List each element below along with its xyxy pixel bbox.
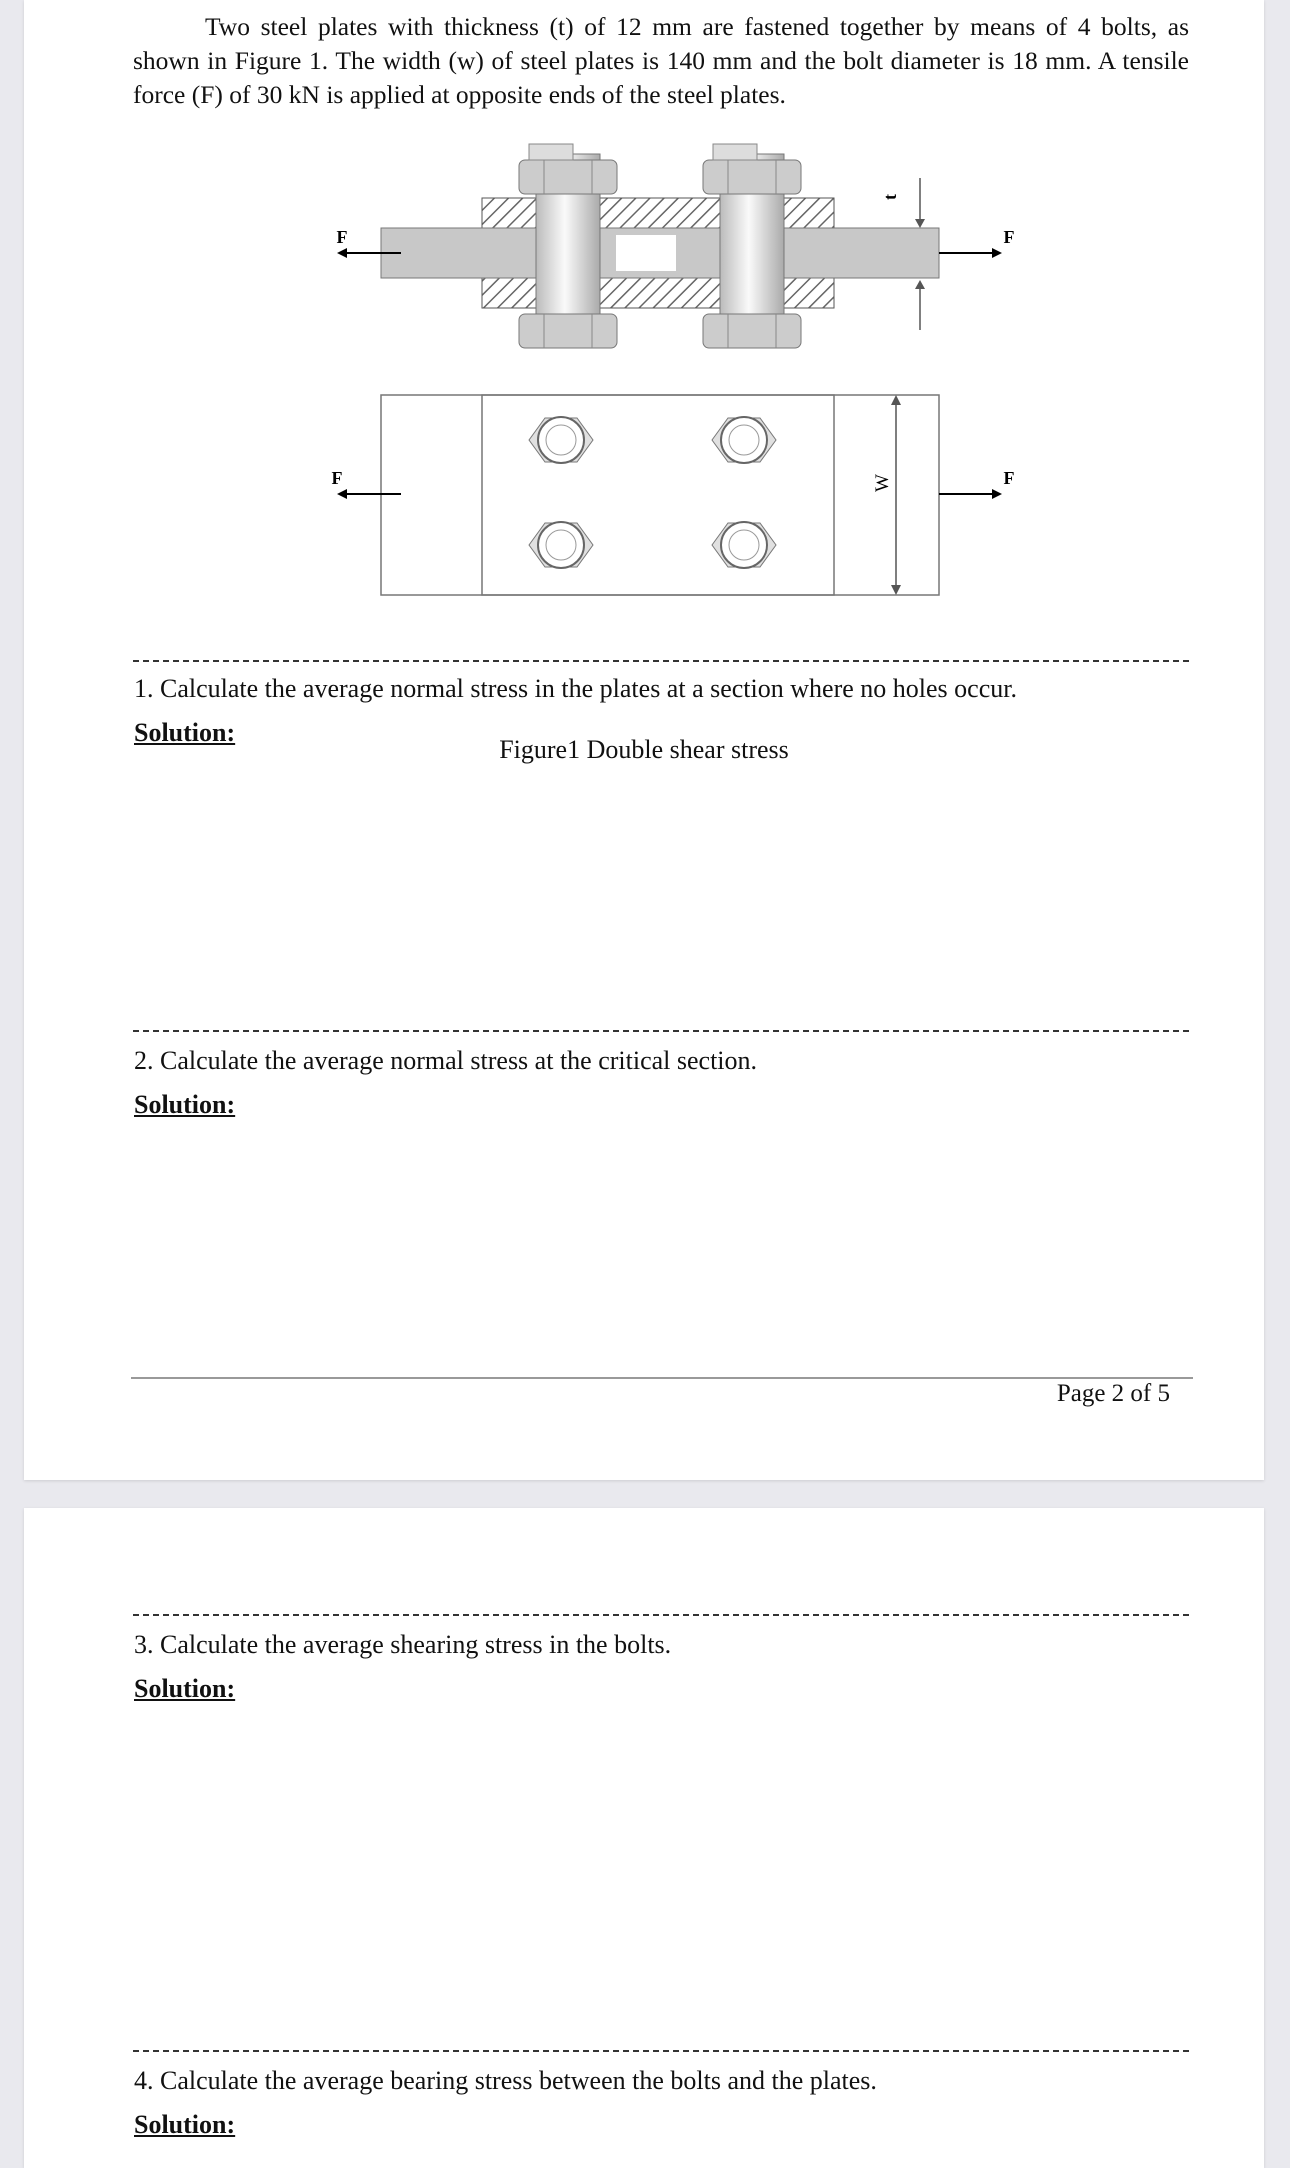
figure-caption: Figure1 Double shear stress	[499, 735, 789, 764]
question-4: 4. Calculate the average bearing stress between the bolts and the plates.	[134, 2066, 877, 2095]
double-shear-diagram	[24, 130, 1264, 650]
force-label-right-top-view: F	[1003, 468, 1015, 488]
top-view	[332, 395, 1015, 595]
question-2: 2. Calculate the average normal stress at the critical section.	[134, 1046, 758, 1075]
solution-label-1: Solution:	[134, 718, 236, 747]
divider	[133, 660, 1189, 662]
force-label-right: F	[1003, 227, 1015, 247]
width-label: W	[872, 474, 893, 492]
divider	[133, 2050, 1189, 2052]
footer-rule	[131, 1377, 1193, 1379]
force-label-left: F	[336, 227, 348, 247]
solution-label-3: Solution:	[134, 1674, 236, 1703]
question-1: 1. Calculate the average normal stress in the plates at a section where no holes occur.	[134, 674, 1017, 703]
page-number: Page 2 of 5	[1056, 1380, 1170, 1407]
question-3: 3. Calculate the average shearing stress in the bolts.	[134, 1630, 672, 1659]
problem-statement: Two steel plates with thickness (t) of 12 mm are fastened together by means of 4 bolts, as shown in Figure 1. The width (w) of steel plates is 140 mm and the bolt diameter is 18 mm. A tensile force (F) of 30 kN is applied at opposite ends of the steel plates.	[133, 12, 1189, 109]
solution-label-2: Solution:	[134, 1090, 236, 1119]
side-view	[337, 144, 1015, 348]
thickness-label: t	[880, 194, 900, 200]
document-page-2	[24, 1508, 1264, 2168]
divider	[133, 1614, 1189, 1616]
force-label-left-top-view: F	[331, 468, 343, 488]
solution-label-4: Solution:	[134, 2110, 236, 2139]
divider	[133, 1030, 1189, 1032]
document-page-1	[24, 0, 1264, 1480]
